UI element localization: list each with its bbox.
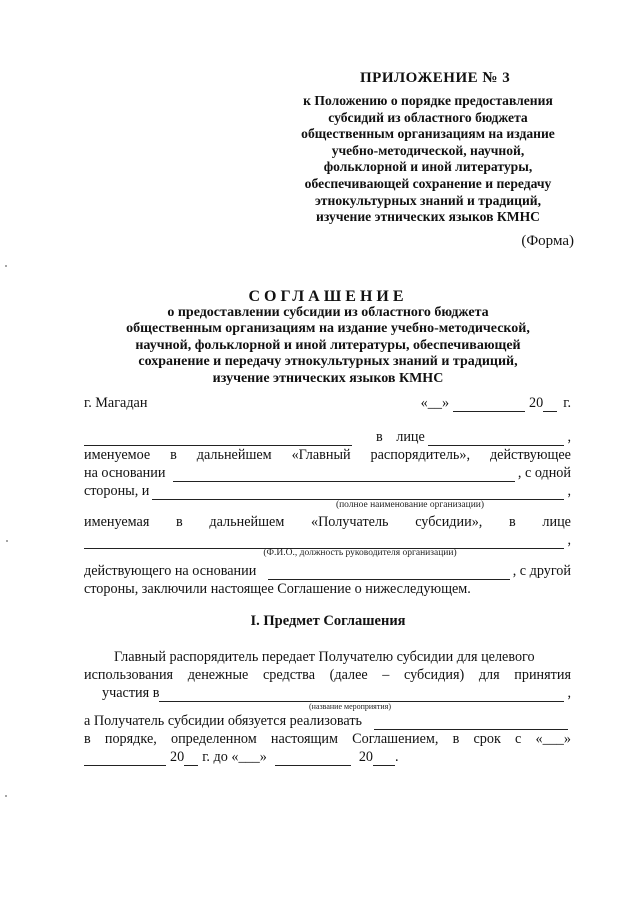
agreement-subtitle-line: изучение этнических языков КМНС xyxy=(212,370,444,386)
city: г. Магадан xyxy=(84,395,148,411)
scan-speck xyxy=(5,795,7,797)
distributor-named-row: именуемое в дальнейшем «Главный распорядитель», действующее xyxy=(84,447,571,463)
in-person-label: в лице xyxy=(376,429,425,445)
annex-subtitle-line: изучение этнических языков КМНС xyxy=(316,209,540,225)
annex-subtitle-line: субсидий из областного бюджета xyxy=(328,109,528,125)
term-row: в порядке, определенном настоящим Соглашением, в срок с «___» xyxy=(84,731,571,747)
annex-subtitle-line: к Положению о порядке предоставления xyxy=(303,93,553,108)
annex-subtitle xyxy=(280,93,576,226)
date-day: «__» xyxy=(420,395,450,411)
annex-subtitle-line: обеспечивающей сохранение и передачу xyxy=(304,175,552,191)
form-mark: (Форма) xyxy=(521,233,574,249)
agreement-subtitle-line: общественным организациям на издание учебно-методической, xyxy=(126,321,530,337)
concluded-row: стороны, заключили настоящее Соглашение о нижеследующем. xyxy=(84,581,471,597)
org-caption: (полное наименование организации) xyxy=(335,500,485,510)
date-from-month-blank[interactable] xyxy=(84,751,166,766)
recipient-head-row: , xyxy=(84,531,571,549)
date-to-month-blank[interactable] xyxy=(275,751,351,766)
date-year-prefix: 20 xyxy=(529,395,544,411)
event-name-blank[interactable] xyxy=(159,687,564,702)
distributor-name-blank[interactable] xyxy=(84,431,352,446)
subject-line-1: Главный распорядитель передает Получателю субсидии для целевого xyxy=(114,649,535,665)
term-dates-row: 20 г. до «___» 20 . xyxy=(84,748,571,766)
recipient-basis-blank[interactable] xyxy=(268,565,509,580)
date-year-blank[interactable] xyxy=(543,397,557,412)
annex-subtitle-line: общественным организациям на издание xyxy=(301,126,555,142)
annex-title: ПРИЛОЖЕНИЕ № 3 xyxy=(360,70,511,86)
agreement-subtitle-line: научной, фольклорной и иной литературы, обеспечивающей xyxy=(135,337,521,353)
date-from-year-blank[interactable] xyxy=(184,751,198,766)
section-title: I. Предмет Соглашения xyxy=(250,613,406,629)
recipient-named-row: именуемая в дальнейшем «Получатель субсидии», в лице xyxy=(84,514,571,530)
obligation-row: а Получатель субсидии обязуется реализовать xyxy=(84,712,571,730)
obligation-blank[interactable] xyxy=(374,715,568,730)
recipient-org-blank[interactable] xyxy=(152,485,564,500)
agreement-subtitle xyxy=(90,305,566,387)
recipient-head-blank[interactable] xyxy=(84,534,564,549)
date-month-blank[interactable] xyxy=(453,397,525,412)
distributor-basis-blank[interactable] xyxy=(173,467,514,482)
distributor-name-row: в лице , xyxy=(84,428,571,446)
agreement-subtitle-line: сохранение и передачу этнокультурных знаний и традиций, xyxy=(138,354,518,370)
scan-speck xyxy=(6,540,8,542)
date-year-suffix: г. xyxy=(563,395,571,411)
annex-subtitle-line: учебно-методической, научной, xyxy=(331,142,525,158)
distributor-head-blank[interactable] xyxy=(428,431,565,446)
place-date-row xyxy=(84,394,571,412)
event-caption: (название мероприятия) xyxy=(309,702,391,711)
recipient-org-row: стороны, и , xyxy=(84,483,571,499)
distributor-basis-row: на основании , с одной xyxy=(84,465,571,481)
agreement-subtitle-line: о предоставлении субсидии из областного бюджета xyxy=(167,305,489,320)
recipient-basis-row: действующего на основании , с другой xyxy=(84,563,571,579)
subject-line-3: участия в , xyxy=(102,685,571,701)
annex-subtitle-line: фольклорной и иной литературы, xyxy=(323,159,533,175)
subject-line-2: использования денежные средства (далее – субсидия) для принятия xyxy=(84,667,571,683)
annex-subtitle-line: этнокультурных знаний и традиций, xyxy=(314,192,542,208)
date-to-year-blank[interactable] xyxy=(373,751,395,766)
scan-speck xyxy=(5,265,7,267)
agreement-title: СОГЛАШЕНИЕ xyxy=(248,288,408,305)
head-caption: (Ф.И.О., должность руководителя организации) xyxy=(263,548,457,558)
